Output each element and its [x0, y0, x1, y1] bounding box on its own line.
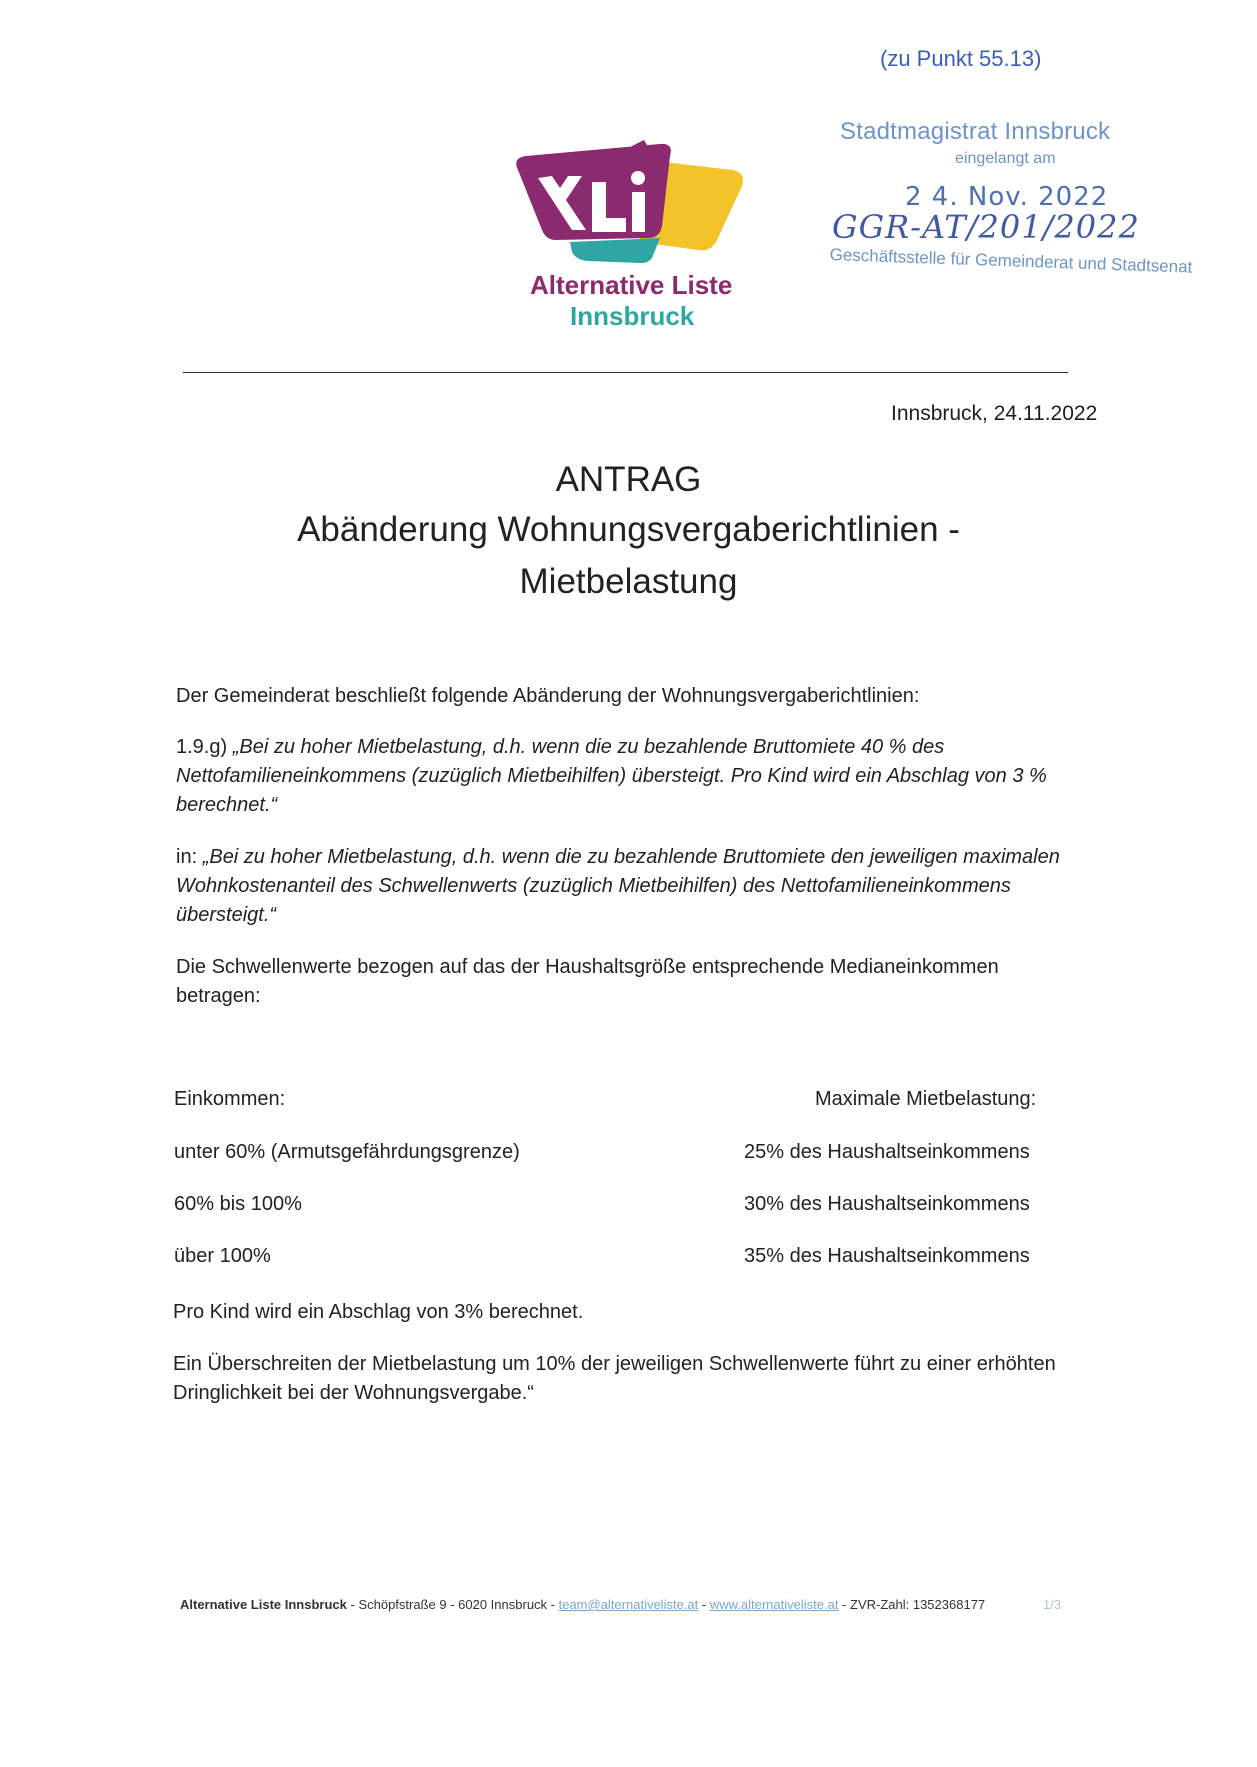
footer-separator: -	[698, 1597, 710, 1612]
table-row-1-income: unter 60% (Armutsgefährdungsgrenze)	[174, 1141, 520, 1163]
logo-city: Innsbruck	[570, 301, 695, 331]
stamp-subtitle: eingelangt am	[955, 150, 1056, 167]
page-number: 1/3	[1043, 1597, 1062, 1612]
document-subtitle-line1: Abänderung Wohnungsvergaberichtlinien -	[297, 510, 960, 549]
document-subtitle-line2: Mietbelastung	[519, 562, 738, 601]
table-row-3-rent: 35% des Haushaltseinkommens	[744, 1245, 1030, 1267]
new-rule-paragraph	[176, 843, 1076, 930]
intro-paragraph: Der Gemeinderat beschließt folgende Abänderung der Wohnungsvergaberichtlinien:	[176, 685, 920, 707]
footer	[180, 1597, 985, 1612]
stamp-title: Stadtmagistrat Innsbruck	[840, 118, 1111, 145]
table-header-max-rent: Maximale Mietbelastung:	[815, 1088, 1037, 1110]
old-rule-prefix: 1.9.g)	[176, 736, 233, 758]
stamp-handwritten-ref: GGR-AT/201/2022	[832, 208, 1140, 246]
footer-zvr: - ZVR-Zahl: 1352368177	[838, 1597, 986, 1612]
old-rule-paragraph	[176, 733, 1076, 820]
table-row-2-rent: 30% des Haushaltseinkommens	[744, 1193, 1030, 1215]
closing-paragraph: Ein Überschreiten der Mietbelastung um 10% der jeweiligen Schwellenwerte führt zu einer erhöhten Dringlichkeit bei der Wohnungsvergabe.“	[173, 1353, 1056, 1404]
footer-address: - Schöpfstraße 9 - 6020 Innsbruck -	[346, 1597, 559, 1612]
threshold-intro: Die Schwellenwerte bezogen auf das der Haushaltsgröße entsprechende Medianeinkommen betragen:	[176, 956, 999, 1007]
header-divider	[183, 372, 1068, 373]
old-rule-text: „Bei zu hoher Mietbelastung, d.h. wenn die zu bezahlende Bruttomiete 40 % des Nettofamilieneinkommens (zuzüglich Mietbeihilfen) übersteigt. Pro Kind wird ein Abschlag von 3 % berechnet.“	[176, 736, 1047, 816]
new-rule-prefix: in:	[176, 846, 203, 868]
ali-logo-icon	[510, 130, 750, 265]
logo-name: Alternative Liste	[530, 270, 733, 300]
table-row-2-income: 60% bis 100%	[174, 1193, 302, 1215]
new-rule-text: „Bei zu hoher Mietbelastung, d.h. wenn die zu bezahlende Bruttomiete den jeweiligen maximalen Wohnkostenanteil des Schwellenwerts (zuzüglich Mietbeihilfen) des Nettofamilieneinkommens übersteigt.“	[176, 846, 1060, 926]
table-header-income: Einkommen:	[174, 1088, 286, 1110]
reference-note: (zu Punkt 55.13)	[880, 46, 1042, 71]
footer-org: Alternative Liste Innsbruck	[180, 1597, 347, 1612]
stamp-office: Geschäftsstelle für Gemeinderat und Stadtsenat	[829, 245, 1193, 277]
footer-website-link[interactable]: www.alternativeliste.at	[709, 1597, 839, 1612]
child-note: Pro Kind wird ein Abschlag von 3% berechnet.	[173, 1301, 584, 1323]
table-row-3-income: über 100%	[174, 1245, 271, 1267]
stamp-date: 2 4. Nov. 2022	[905, 182, 1109, 212]
document-title: ANTRAG	[555, 460, 702, 499]
document-date: Innsbruck, 24.11.2022	[891, 402, 1098, 425]
table-row-1-rent: 25% des Haushaltseinkommens	[744, 1141, 1030, 1163]
footer-email-link[interactable]: team@alternativeliste.at	[558, 1597, 699, 1612]
